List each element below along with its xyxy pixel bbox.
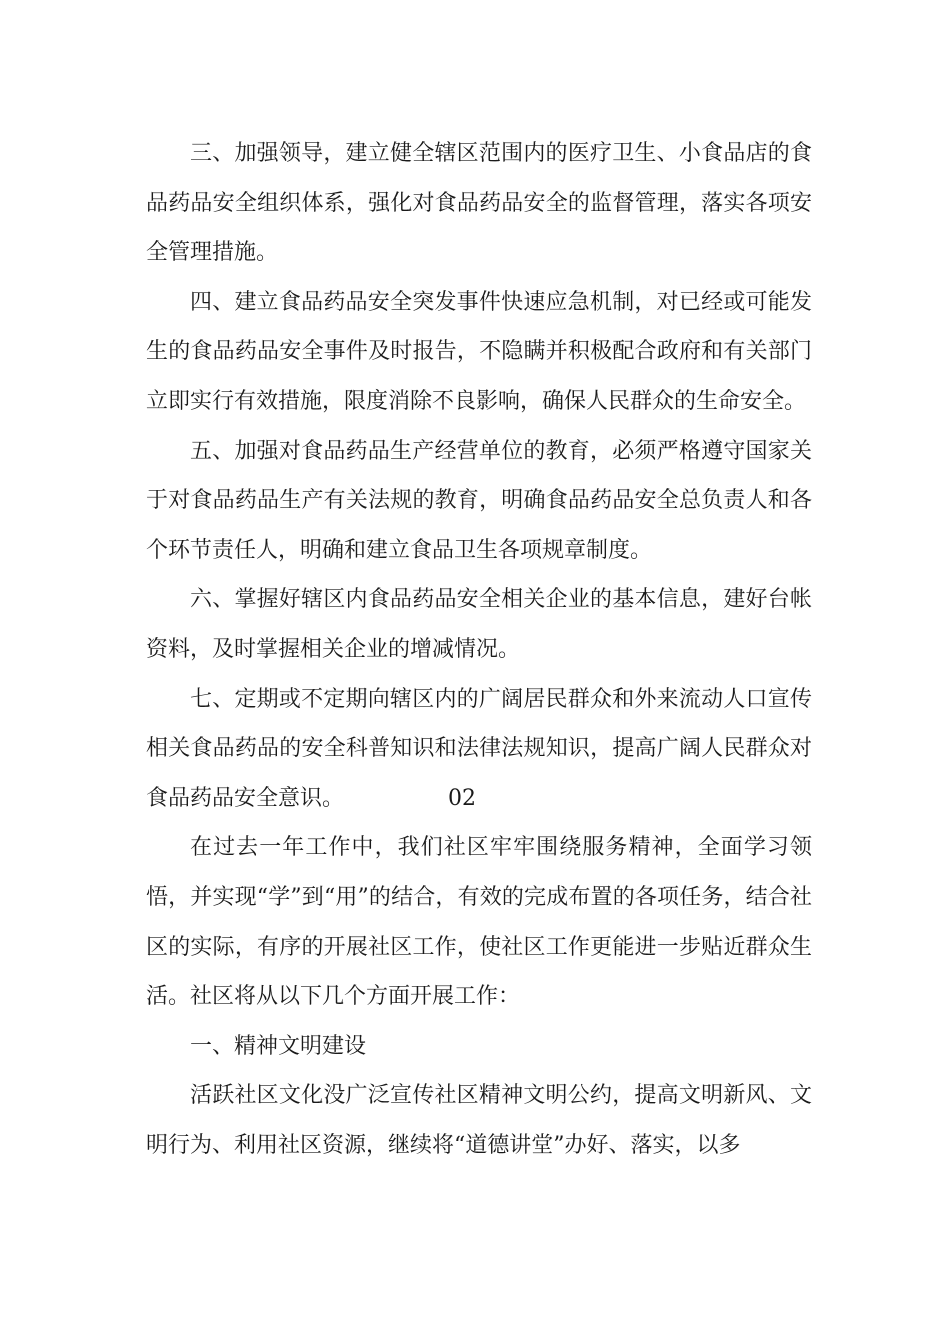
paragraph-section-three: [146, 129, 812, 278]
paragraph-text: 在过去一年工作中，我们社区牢牢围绕服务精神，全面学习领悟，并实现“学”到“用”的结合，有效的完成布置的各项任务，结合社区的实际，有序的开展社区工作，使社区工作更能进一步贴近群众生活。社区将从以下几个方面开展工作：: [146, 835, 812, 1010]
paragraph-section-four: [146, 278, 812, 427]
paragraph-section-five: [146, 427, 812, 576]
paragraph-text: 一、精神文明建设: [190, 1033, 367, 1059]
paragraph-section-six: [146, 575, 812, 674]
document-body: [146, 129, 812, 1170]
paragraph-text: 五、加强对食品药品生产经营单位的教育，必须严格遵守国家关于对食品药品生产有关法规的教育，明确食品药品安全总负责人和各个环节责任人，明确和建立食品卫生各项规章制度。: [146, 438, 812, 563]
section-marker: 02: [448, 785, 477, 811]
paragraph-summary: [146, 823, 812, 1021]
paragraph-community-culture: [146, 1071, 812, 1170]
paragraph-text: 六、掌握好辖区内食品药品安全相关企业的基本信息，建好台帐资料，及时掌握相关企业的增减情况。: [146, 587, 812, 662]
paragraph-section-seven: [146, 675, 812, 824]
paragraph-text: 七、定期或不定期向辖区内的广阔居民群众和外来流动人口宣传相关食品药品的安全科普知识和法律法规知识，提高广阔人民群众对食品药品安全意识。: [146, 686, 812, 811]
paragraph-text: 三、加强领导，建立健全辖区范围内的医疗卫生、小食品店的食品药品安全组织体系，强化对食品药品安全的监督管理，落实各项安全管理措施。: [146, 141, 812, 266]
heading-spiritual-civilization: [146, 1022, 812, 1072]
paragraph-text: 活跃社区文化没广泛宣传社区精神文明公约，提高文明新风、文明行为、利用社区资源，继续将“道德讲堂”办好、落实，以多: [146, 1083, 812, 1158]
paragraph-text: 四、建立食品药品安全突发事件快速应急机制，对已经或可能发生的食品药品安全事件及时报告，不隐瞒并积极配合政府和有关部门立即实行有效措施，限度消除不良影响，确保人民群众的生命安全。: [146, 289, 812, 414]
